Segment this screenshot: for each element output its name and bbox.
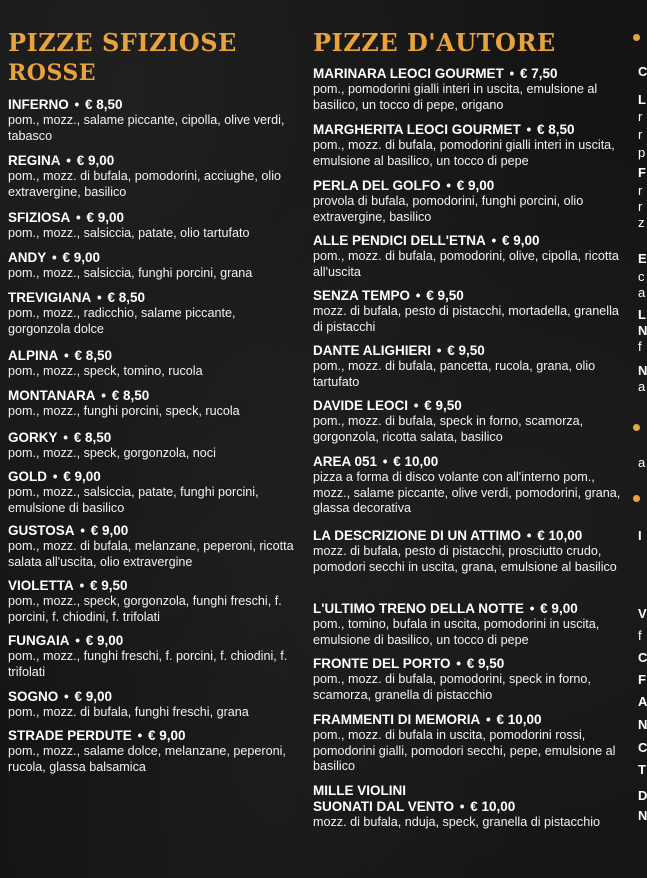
cropped-text-fragment: D — [638, 788, 647, 803]
menu-item-name: VIOLETTA — [8, 578, 74, 593]
menu-item-title — [8, 348, 300, 364]
menu-item — [8, 388, 300, 420]
menu-item-title — [8, 210, 300, 226]
menu-item-price: € 9,00 — [62, 250, 101, 265]
menu-item-price: € 9,00 — [90, 523, 129, 538]
menu-item-price: € 9,00 — [76, 153, 115, 168]
menu-item-description: mozz. di bufala, nduja, speck, granella di pistacchio — [313, 815, 601, 829]
menu-item-price: € 8,50 — [74, 348, 113, 363]
menu-item-name: FUNGAIA — [8, 633, 70, 648]
bullet-separator: • — [48, 250, 61, 265]
menu-item-price: € 10,00 — [470, 799, 516, 814]
menu-item-description: pom., mozz., speck, gorgonzola, noci — [8, 446, 216, 460]
menu-item — [313, 528, 623, 575]
menu-item-description: pom., mozz., salsiccia, funghi porcini, grana — [8, 266, 253, 280]
cropped-text-fragment: A — [638, 694, 647, 709]
menu-item-title — [313, 712, 623, 728]
section-title-pizze-sfiziose: PIZZE SFIZIOSE — [8, 28, 237, 57]
bullet-separator: • — [70, 97, 83, 112]
cropped-text-fragment: a — [638, 285, 646, 300]
cropped-text-fragment: a — [638, 379, 646, 394]
menu-item-name: MARINARA LEOCI GOURMET — [313, 66, 504, 81]
menu-item-title — [313, 398, 623, 414]
menu-item-title — [313, 783, 623, 815]
menu-item-price: € 9,50 — [426, 288, 464, 303]
menu-item-description: pom., mozz. di bufala, pancetta, rucola, grana, olio tartufato — [313, 359, 596, 389]
menu-item — [313, 783, 623, 831]
cropped-text-fragment: c — [638, 269, 645, 284]
menu-item-price: € 8,50 — [84, 97, 123, 112]
menu-item-name-line2: SUONATI DAL VENTO — [313, 799, 455, 814]
cropped-text-fragment: N — [638, 717, 647, 732]
menu-item-name: ANDY — [8, 250, 47, 265]
menu-item-price: € 9,50 — [447, 343, 485, 358]
menu-item — [313, 178, 623, 225]
menu-item-name: L'ULTIMO TRENO DELLA NOTTE — [313, 601, 524, 616]
menu-item-name: SENZA TEMPO — [313, 288, 411, 303]
menu-item-title — [8, 689, 300, 705]
cropped-text-fragment: r — [638, 127, 643, 142]
menu-item-title — [313, 178, 623, 194]
menu-item-description: pom., mozz., salsiccia, patate, funghi porcini, emulsione di basilico — [8, 485, 259, 515]
menu-item-price: € 10,00 — [537, 528, 583, 543]
menu-item-description: pom., mozz., speck, tomino, rucola — [8, 364, 203, 378]
menu-item-description: pom., mozz., funghi freschi, f. porcini, f. chiodini, f. trifolati — [8, 649, 288, 679]
menu-item-price: € 9,00 — [456, 178, 495, 193]
bullet-separator: • — [410, 398, 423, 413]
menu-item — [313, 454, 623, 517]
cropped-text-fragment: I — [638, 528, 642, 543]
bullet-separator: • — [487, 233, 500, 248]
menu-item-price: € 10,00 — [393, 454, 439, 469]
menu-item-price: € 10,00 — [496, 712, 542, 727]
menu-item-title — [8, 728, 300, 744]
menu-item-description: mozz. di bufala, pesto di pistacchi, prosciutto crudo, pomodori secchi in uscita, grana, emulsione al basilico — [313, 544, 617, 574]
cropped-text-fragment: L — [638, 92, 646, 107]
menu-item-title — [8, 578, 300, 594]
menu-item-price: € 9,50 — [424, 398, 462, 413]
menu-item-name: MILLE VIOLINI — [313, 783, 406, 798]
menu-item-description: pom., mozz. di bufala, funghi freschi, grana — [8, 705, 249, 719]
bullet-separator: • — [452, 656, 465, 671]
bullet-separator: • — [442, 178, 455, 193]
menu-item-title — [8, 633, 300, 649]
menu-item-name: REGINA — [8, 153, 61, 168]
menu-item-price: € 9,00 — [540, 601, 578, 616]
bullet-separator: • — [482, 712, 495, 727]
menu-item — [8, 689, 300, 721]
menu-item — [8, 250, 300, 282]
cropped-text-fragment: N — [638, 363, 647, 378]
menu-item-title — [8, 430, 300, 446]
menu-item — [8, 97, 300, 144]
menu-item-price: € 9,50 — [466, 656, 505, 671]
cropped-text-fragment: N — [638, 323, 647, 338]
bullet-separator: • — [72, 210, 85, 225]
bullet-separator: • — [522, 122, 535, 137]
menu-item-description: pom., tomino, bufala in uscita, pomodorini in uscita, emulsione di basilico, un tocco di pepe — [313, 617, 600, 647]
menu-item-description: pom., mozz., salame dolce, melanzane, peperoni, rucola, glassa balsamica — [8, 744, 286, 774]
bullet-separator: • — [412, 288, 425, 303]
cropped-text-fragment: T — [638, 762, 646, 777]
menu-item-name: LA DESCRIZIONE DI UN ATTIMO — [313, 528, 521, 543]
menu-item-title — [313, 343, 623, 359]
menu-item-description: pom., mozz., speck, gorgonzola, funghi freschi, f. porcini, f. chiodini, f. trifolati — [8, 594, 282, 624]
menu-item-name-line2-row — [313, 799, 623, 815]
bullet-separator: • — [525, 601, 539, 616]
menu-item-title — [8, 97, 300, 113]
menu-item-description: pom., mozz. di bufala, pomodorini, olive, cipolla, ricotta all'uscita — [313, 249, 619, 279]
menu-item — [8, 578, 300, 625]
bullet-separator: • — [76, 523, 89, 538]
menu-item — [8, 153, 300, 200]
menu-item-name: GUSTOSA — [8, 523, 75, 538]
menu-item-title — [313, 288, 623, 304]
accent-dot-icon — [633, 495, 640, 502]
bullet-separator: • — [133, 728, 146, 743]
menu-item-title — [313, 528, 623, 544]
cropped-text-fragment: C — [638, 64, 647, 79]
bullet-separator: • — [433, 343, 446, 358]
cropped-text-fragment: L — [638, 307, 646, 322]
menu-item-name: DANTE ALIGHIERI — [313, 343, 431, 358]
bullet-separator: • — [71, 633, 84, 648]
menu-item — [313, 656, 623, 703]
menu-item-title — [313, 656, 623, 672]
menu-item-title — [313, 122, 623, 138]
menu-item-price: € 8,50 — [73, 430, 112, 445]
menu-item — [8, 633, 300, 680]
bullet-separator: • — [60, 689, 73, 704]
cropped-text-fragment: C — [638, 740, 647, 755]
menu-item — [313, 66, 623, 113]
bullet-separator: • — [49, 469, 62, 484]
menu-item — [8, 523, 300, 570]
menu-item — [313, 601, 623, 648]
menu-item-description: pom., mozz. di bufala, pomodorini, acciughe, olio extravergine, basilico — [8, 169, 282, 199]
menu-item-description: pom., mozz., salsiccia, patate, olio tartufato — [8, 226, 250, 240]
menu-item-description: pom., mozz., salame piccante, cipolla, olive verdi, tabasco — [8, 113, 285, 143]
menu-item-name: MARGHERITA LEOCI GOURMET — [313, 122, 521, 137]
menu-item-name: GORKY — [8, 430, 58, 445]
menu-item-description: pom., mozz. di bufala, pomodorini gialli interi in uscita, emulsione al basilico, un tocco di pepe — [313, 138, 615, 168]
menu-item-price: € 9,00 — [74, 689, 113, 704]
menu-item-description: pom., mozz. di bufala, speck in forno, scamorza, gorgonzola, ricotta salata, basilico — [313, 414, 584, 444]
menu-item — [8, 728, 300, 775]
cropped-text-fragment: C — [638, 650, 647, 665]
menu-item-title — [8, 290, 300, 306]
menu-item — [8, 469, 300, 516]
bullet-separator: • — [379, 454, 392, 469]
menu-item-price: € 9,50 — [89, 578, 128, 593]
menu-item-title — [313, 66, 623, 82]
menu-item — [8, 430, 300, 462]
cropped-text-fragment: V — [638, 606, 647, 621]
menu-item-name: SFIZIOSA — [8, 210, 71, 225]
cropped-text-fragment: E — [638, 251, 647, 266]
menu-item-title — [313, 233, 623, 249]
menu-item-title — [8, 250, 300, 266]
menu-item-title — [313, 601, 623, 617]
bullet-separator: • — [456, 799, 469, 814]
menu-item-price: € 8,50 — [536, 122, 575, 137]
menu-item — [313, 288, 623, 335]
menu-item-title — [8, 523, 300, 539]
bullet-separator: • — [505, 66, 518, 81]
cropped-text-fragment: F — [638, 165, 646, 180]
menu-item — [8, 290, 300, 337]
menu-item-name: STRADE PERDUTE — [8, 728, 132, 743]
menu-item-name: TREVIGIANA — [8, 290, 92, 305]
menu-item-price: € 8,50 — [111, 388, 150, 403]
menu-item-description: provola di bufala, pomodorini, funghi porcini, olio extravergine, basilico — [313, 194, 584, 224]
cropped-text-fragment: f — [638, 628, 642, 643]
menu-item-name: DAVIDE LEOCI — [313, 398, 409, 413]
menu-item-title — [8, 153, 300, 169]
menu-item-title — [313, 454, 623, 470]
cropped-text-fragment: z — [638, 215, 645, 230]
menu-item-name: PERLA DEL GOLFO — [313, 178, 441, 193]
menu-item-name: FRAMMENTI DI MEMORIA — [313, 712, 481, 727]
menu-item-price: € 9,00 — [501, 233, 540, 248]
menu-item-price: € 7,50 — [519, 66, 558, 81]
menu-item-description: pom., mozz. di bufala in uscita, pomodorini rossi, pomodorini gialli, pomodori secchi, pepe, emulsione al basilico — [313, 728, 616, 773]
accent-dot-icon — [633, 34, 640, 41]
cropped-text-fragment: r — [638, 183, 643, 198]
menu-item — [313, 343, 623, 390]
menu-item-price: € 9,00 — [63, 469, 101, 484]
menu-item-name: ALPINA — [8, 348, 59, 363]
cropped-text-fragment: F — [638, 672, 646, 687]
menu-item-name: FRONTE DEL PORTO — [313, 656, 451, 671]
menu-item-price: € 9,00 — [85, 633, 124, 648]
menu-item-description: pom., mozz. di bufala, melanzane, peperoni, ricotta salata all'uscita, olio extravergine — [8, 539, 294, 569]
menu-item — [313, 122, 623, 169]
accent-dot-icon — [633, 424, 640, 431]
bullet-separator: • — [97, 388, 110, 403]
menu-item-description: pom., mozz., funghi porcini, speck, rucola — [8, 404, 240, 418]
section-title-pizze-d-autore: PIZZE D'AUTORE — [313, 28, 556, 57]
cropped-text-fragment: r — [638, 199, 643, 214]
menu-item-description: pom., mozz., radicchio, salame piccante, gorgonzola dolce — [8, 306, 236, 336]
menu-item — [8, 348, 300, 380]
menu-item-description: mozz. di bufala, pesto di pistacchi, mortadella, granella di pistacchi — [313, 304, 619, 334]
menu-item — [313, 712, 623, 775]
menu-item-name: ALLE PENDICI DELL'ETNA — [313, 233, 486, 248]
bullet-separator: • — [523, 528, 536, 543]
section-subtitle-rosse: ROSSE — [8, 60, 97, 86]
bullet-separator: • — [62, 153, 75, 168]
cropped-text-fragment: N — [638, 808, 647, 823]
cropped-text-fragment: r — [638, 109, 643, 124]
menu-item-title — [8, 388, 300, 404]
bullet-separator: • — [59, 430, 72, 445]
menu-item-price: € 9,00 — [148, 728, 186, 743]
menu-item-name: MONTANARA — [8, 388, 96, 403]
menu-item-description: pom., mozz. di bufala, pomodorini, speck in forno, scamorza, granella di pistacchio — [313, 672, 591, 702]
menu-item-description: pom., pomodorini gialli interi in uscita, emulsione al basilico, un tocco di pepe, origano — [313, 82, 598, 112]
menu-item-name: AREA 051 — [313, 454, 378, 469]
menu-item — [8, 210, 300, 242]
menu-item — [313, 233, 623, 280]
menu-item-name: GOLD — [8, 469, 47, 484]
menu-item-name: SOGNO — [8, 689, 59, 704]
cropped-text-fragment: p — [638, 145, 646, 160]
menu-item-name: INFERNO — [8, 97, 69, 112]
bullet-separator: • — [60, 348, 73, 363]
menu-item-price: € 9,00 — [86, 210, 125, 225]
menu-item — [313, 398, 623, 445]
cropped-text-fragment: f — [638, 339, 642, 354]
bullet-separator: • — [75, 578, 88, 593]
menu-item-price: € 8,50 — [107, 290, 146, 305]
menu-item-title — [8, 469, 300, 485]
menu-item-description: pizza a forma di disco volante con all'interno pom., mozz., salame piccante, olive verdi, pomodorini, grana, glassa decorativa — [313, 470, 621, 515]
bullet-separator: • — [93, 290, 106, 305]
cropped-text-fragment: a — [638, 455, 646, 470]
